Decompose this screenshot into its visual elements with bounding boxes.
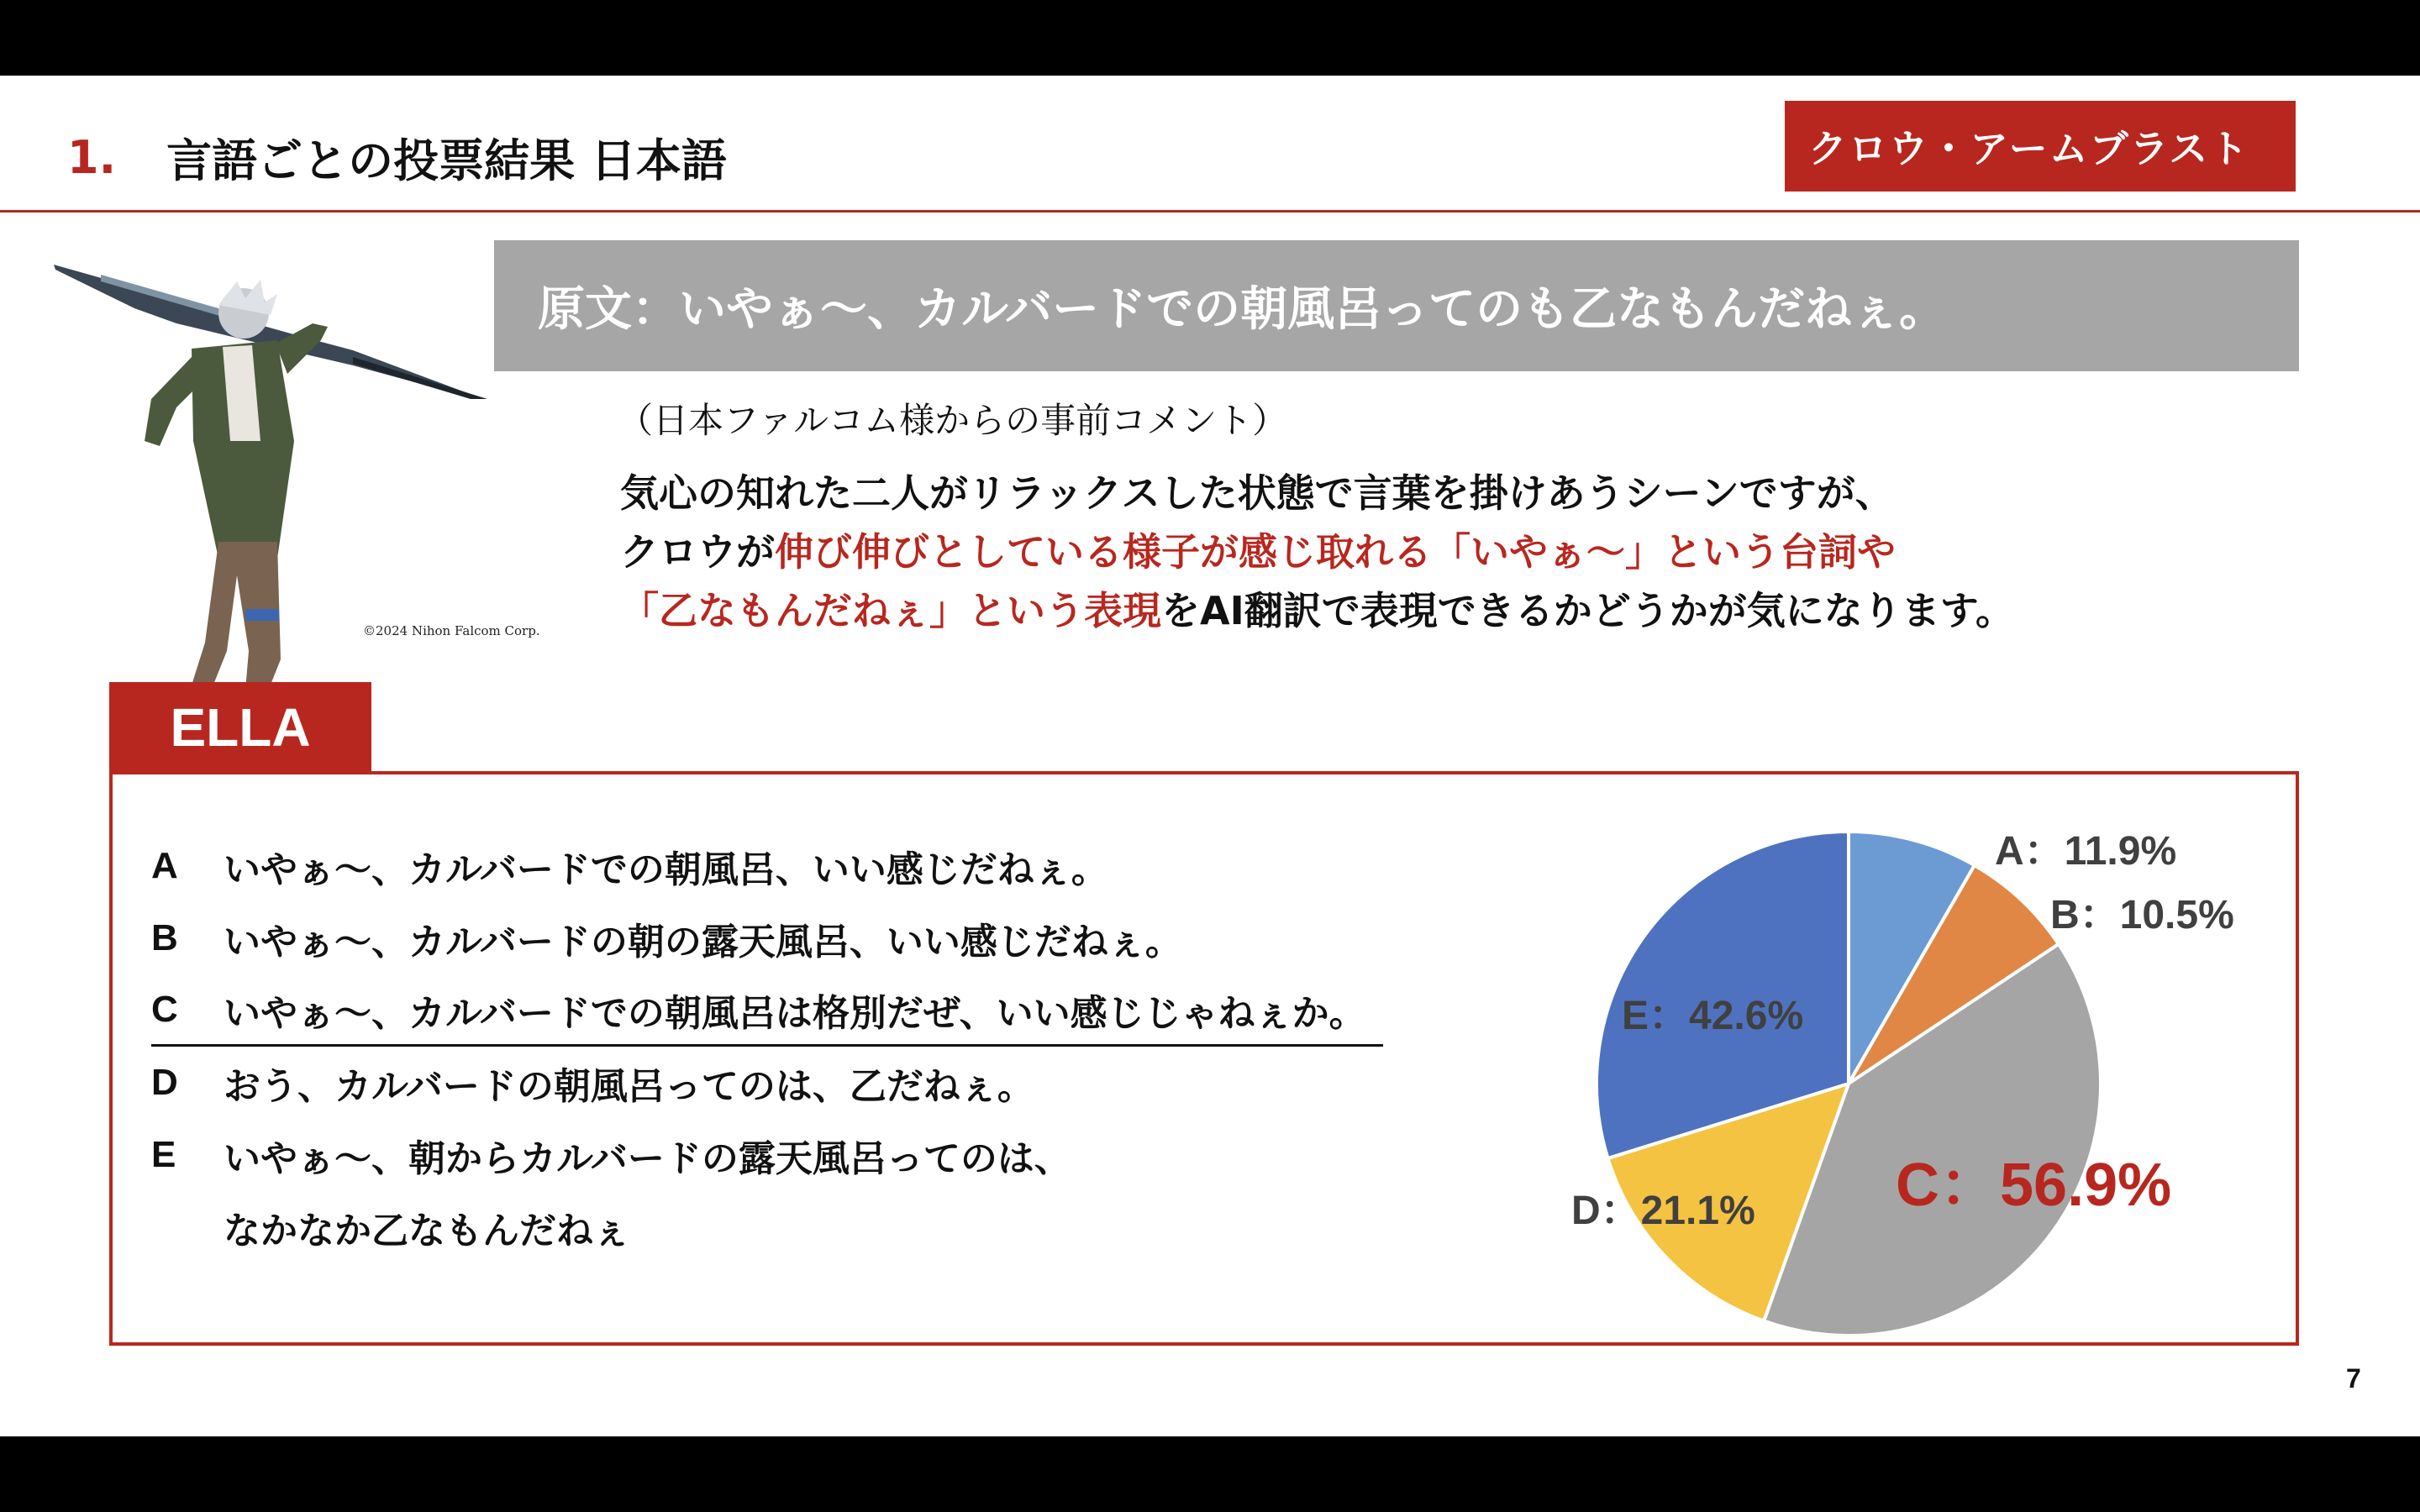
original-line-box: 原文：いやぁ～、カルバードでの朝風呂ってのも乙なもんだねぇ。 <box>494 240 2299 371</box>
character-name-badge: クロウ・アームブラスト <box>1785 101 2296 192</box>
option-a <box>151 830 1383 902</box>
section-number: 1. <box>67 130 117 184</box>
letterbox-bottom <box>0 1436 2420 1512</box>
letterbox-top <box>0 0 2420 76</box>
pie-label-c: C：56.9% <box>1896 1152 2172 1219</box>
vote-pie-chart <box>1580 815 2118 1352</box>
page-title <box>67 128 727 186</box>
comment-line-2 <box>620 522 2014 581</box>
developer-comment <box>620 464 2014 640</box>
character-illustration <box>50 256 538 727</box>
comment-text: をAI翻訳で表現できるかどうかが気になります。 <box>1161 588 2015 633</box>
comment-text: クロウが <box>620 529 775 575</box>
comment-highlight: 伸び伸びとしている様子が感じ取れる「いやぁ～」という台詞や <box>775 529 1896 575</box>
option-d <box>151 1047 1383 1119</box>
pie-label-a: A：11.9% <box>1995 829 2177 874</box>
option-c-winner <box>151 974 1383 1047</box>
option-b <box>151 902 1383 974</box>
option-letter: A <box>151 845 178 886</box>
option-text: いやぁ～、カルバードでの朝風呂、いい感じだねぇ。 <box>224 848 1108 891</box>
slide <box>0 76 2420 1436</box>
option-letter: E <box>151 1134 176 1175</box>
pie-label-b: B：10.5% <box>2050 893 2234 937</box>
comment-source-note: （日本ファルコム様からの事前コメント） <box>618 400 1288 441</box>
pie-label-d: D：21.1% <box>1571 1189 1755 1233</box>
option-text: おう、カルバードの朝風呂ってのは、乙だねぇ。 <box>224 1065 1034 1108</box>
copyright-notice: ©2024 Nihon Falcom Corp. <box>363 623 540 638</box>
option-letter: C <box>151 988 178 1030</box>
option-letter: B <box>151 917 178 958</box>
option-e-continuation: なかなか乙なもんだねぇ <box>224 1210 630 1252</box>
option-letter: D <box>151 1062 178 1103</box>
title-divider <box>0 210 2420 213</box>
comment-line-3 <box>620 581 2014 640</box>
pie-label-e: E：42.6% <box>1622 994 1804 1038</box>
model-name-tab: ELLA <box>109 682 371 773</box>
option-text: いやぁ～、カルバードの朝の露天風呂、いい感じだねぇ。 <box>224 921 1182 963</box>
page-number: 7 <box>2346 1363 2361 1394</box>
option-e <box>151 1119 1383 1191</box>
comment-line-1: 気心の知れた二人がリラックスした状態で言葉を掛けあうシーンですが、 <box>620 470 1894 516</box>
translation-options <box>151 830 1383 1263</box>
option-text: いやぁ～、朝からカルバードの露天風呂ってのは、 <box>224 1137 1071 1180</box>
section-title: 言語ごとの投票結果 日本語 <box>166 134 727 187</box>
comment-highlight: 「乙なもんだねぇ」という表現 <box>620 588 1161 633</box>
option-text: いやぁ～、カルバードでの朝風呂は格別だぜ、いい感じじゃねぇか。 <box>224 991 1366 1035</box>
